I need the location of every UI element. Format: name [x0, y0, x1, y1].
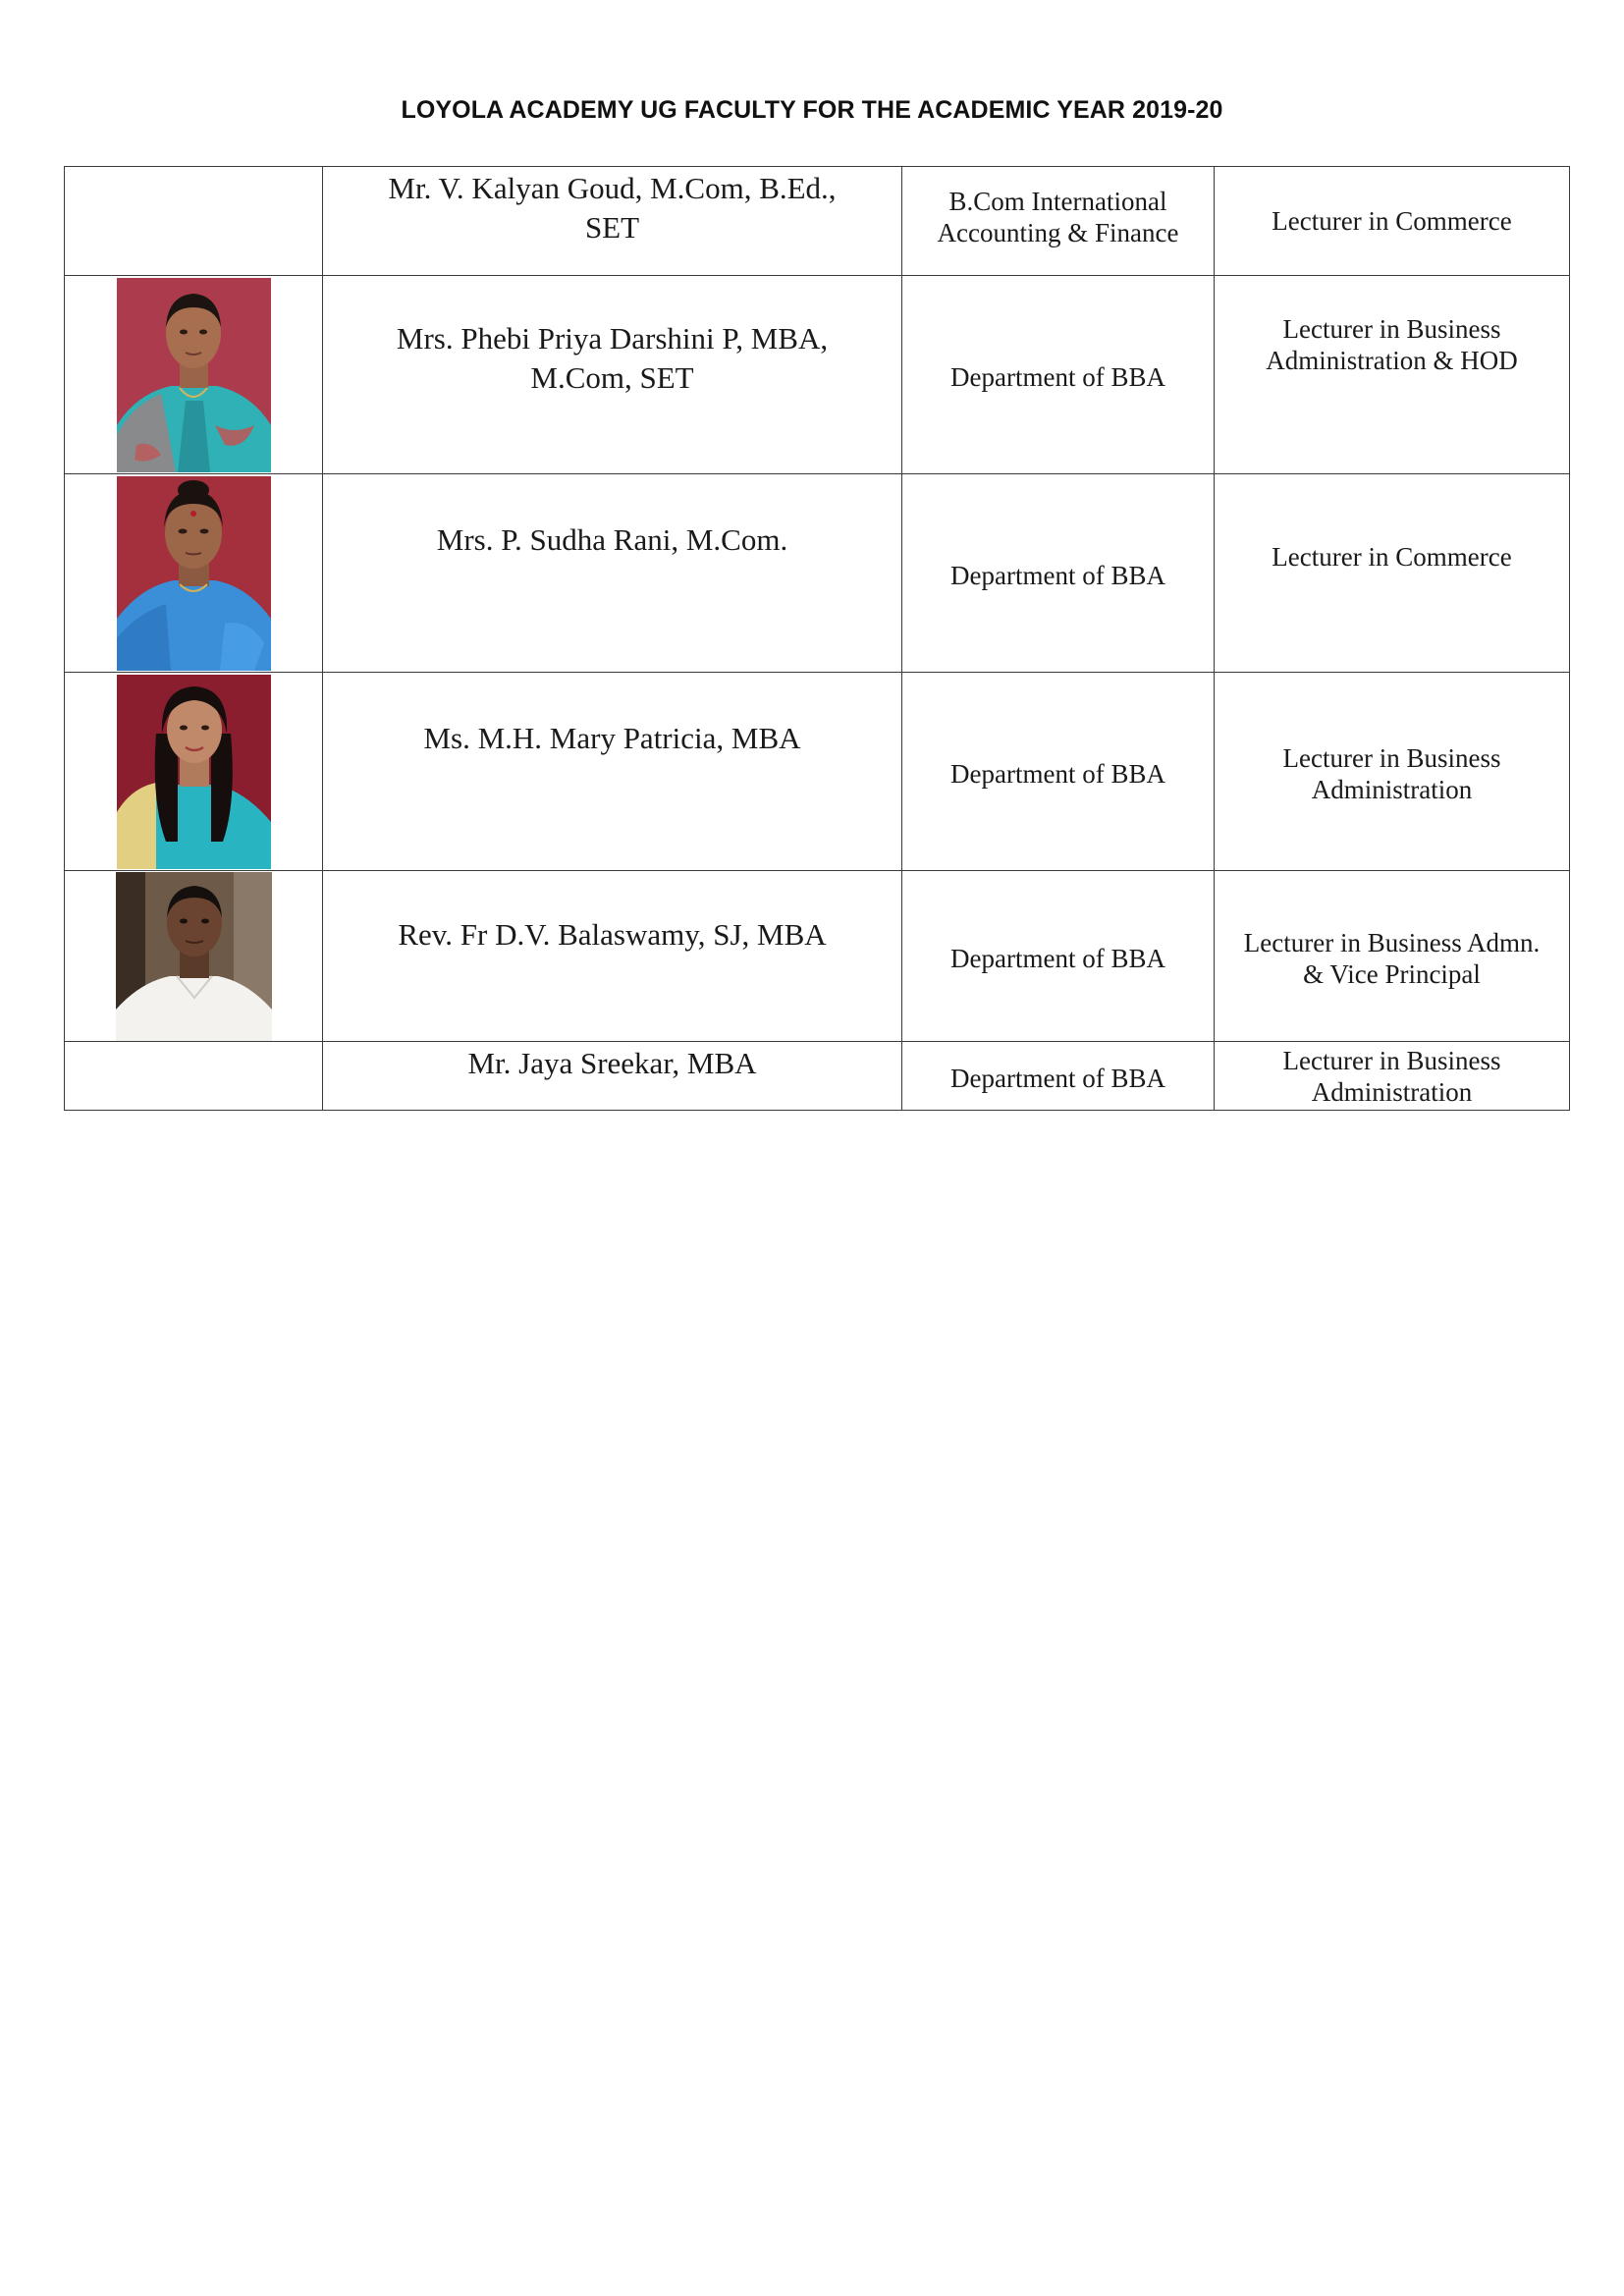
- department-cell: [902, 871, 1215, 1042]
- table-row: [65, 276, 1570, 474]
- designation-line: Lecturer in Commerce: [1272, 206, 1512, 236]
- photo-cell: [65, 871, 323, 1042]
- department-line: Department of BBA: [950, 1063, 1165, 1093]
- faculty-photo: [117, 476, 271, 671]
- designation-cell: [1215, 167, 1570, 276]
- designation-line: Administration: [1311, 1076, 1473, 1107]
- department-cell: [902, 167, 1215, 276]
- department-line: Department of BBA: [950, 361, 1165, 392]
- designation-cell: [1215, 1042, 1570, 1111]
- designation-line: Lecturer in Business: [1282, 742, 1501, 773]
- designation-cell: [1215, 276, 1570, 474]
- designation-cell: [1215, 673, 1570, 871]
- designation-line: Lecturer in Commerce: [1272, 541, 1512, 572]
- photo-cell-empty: [65, 167, 323, 276]
- faculty-name-line: M.Com, SET: [530, 360, 694, 395]
- photo-cell: [65, 474, 323, 673]
- photo-cell: [65, 673, 323, 871]
- faculty-name-line: SET: [584, 210, 640, 245]
- faculty-photo: [117, 675, 271, 869]
- faculty-photo: [117, 278, 271, 472]
- designation-line: & Vice Principal: [1303, 958, 1481, 989]
- department-cell: [902, 474, 1215, 673]
- faculty-photo: [116, 872, 272, 1041]
- faculty-name-line: Rev. Fr D.V. Balaswamy, SJ, MBA: [398, 917, 827, 952]
- table-row: [65, 673, 1570, 871]
- department-line: Department of BBA: [950, 560, 1165, 590]
- department-cell: [902, 276, 1215, 474]
- faculty-name-cell: [323, 871, 902, 1042]
- faculty-name-cell: [323, 167, 902, 276]
- faculty-name-cell: [323, 276, 902, 474]
- designation-cell: [1215, 871, 1570, 1042]
- faculty-name-cell: [323, 474, 902, 673]
- department-line: Accounting & Finance: [937, 218, 1179, 247]
- department-line: Department of BBA: [950, 943, 1165, 973]
- department-cell: [902, 673, 1215, 871]
- faculty-name-line: Mrs. Phebi Priya Darshini P, MBA,: [396, 321, 829, 355]
- table-row: [65, 871, 1570, 1042]
- department-line: B.Com International: [948, 187, 1167, 216]
- department-cell: [902, 1042, 1215, 1111]
- photo-cell: [65, 276, 323, 474]
- faculty-name-line: Ms. M.H. Mary Patricia, MBA: [423, 721, 801, 755]
- table-row: [65, 474, 1570, 673]
- designation-line: Lecturer in Business: [1282, 313, 1501, 344]
- designation-line: Administration: [1311, 774, 1473, 804]
- photo-cell-empty: [65, 1042, 323, 1111]
- faculty-name-line: Mrs. P. Sudha Rani, M.Com.: [436, 522, 788, 557]
- table-row: [65, 167, 1570, 276]
- faculty-name-line: Mr. Jaya Sreekar, MBA: [467, 1046, 757, 1080]
- faculty-name-cell: [323, 673, 902, 871]
- page-title: LOYOLA ACADEMY UG FACULTY FOR THE ACADEMIC YEAR 2019-20: [401, 96, 1223, 124]
- designation-line: Lecturer in Business Admn.: [1243, 927, 1541, 957]
- designation-cell: [1215, 474, 1570, 673]
- department-line: Department of BBA: [950, 758, 1165, 789]
- faculty-name-cell: [323, 1042, 902, 1111]
- faculty-table: [64, 166, 1570, 1111]
- designation-line: Administration & HOD: [1266, 345, 1518, 375]
- faculty-name-line: Mr. V. Kalyan Goud, M.Com, B.Ed.,: [388, 171, 837, 205]
- designation-line: Lecturer in Business: [1282, 1045, 1501, 1075]
- table-row: [65, 1042, 1570, 1111]
